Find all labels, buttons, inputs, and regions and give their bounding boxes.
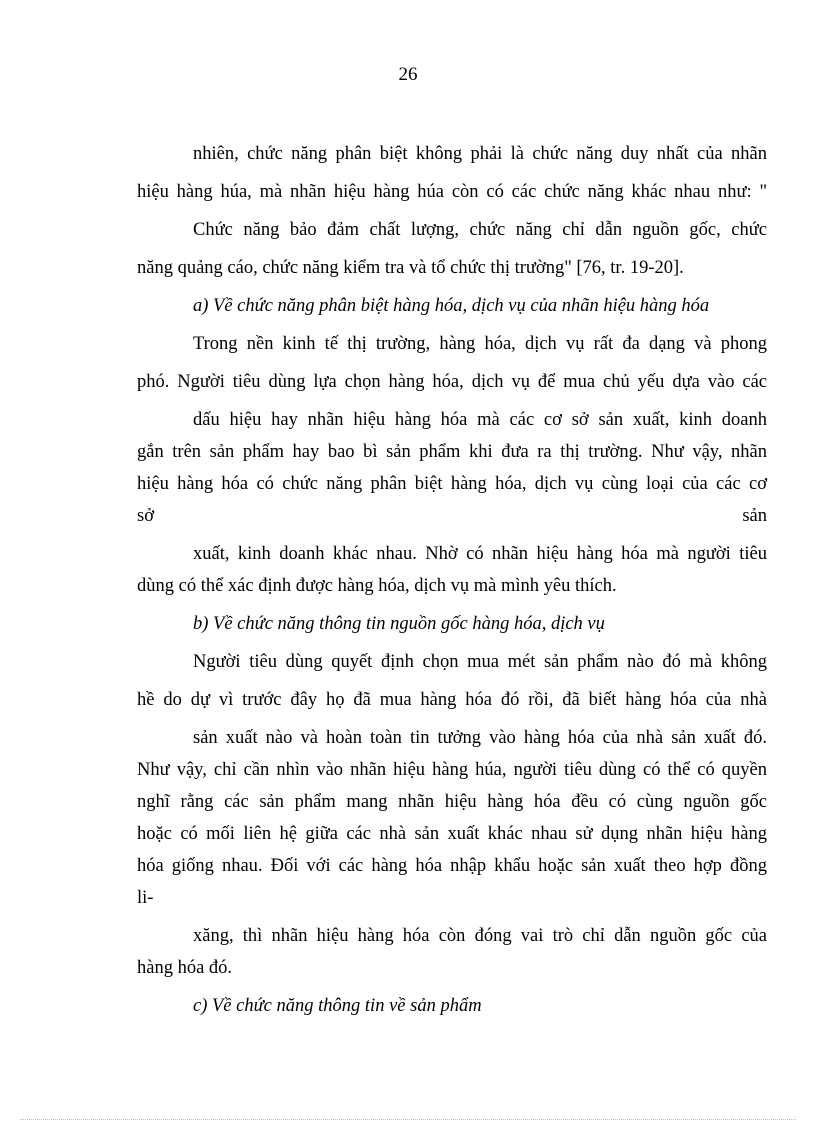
page-body bbox=[137, 140, 767, 1020]
text-line: Chức năng bảo đảm chất lượng, chức năng chỉ dẫn nguồn gốc, chức bbox=[193, 220, 767, 240]
text-line: xăng, thì nhãn hiệu hàng hóa còn đóng vai trò chỉ dẫn nguồn gốc của bbox=[193, 926, 767, 946]
text-line: hiệu hàng hóa có chức năng phân biệt hàng hóa, dịch vụ cùng loại của các cơ bbox=[137, 474, 767, 494]
text-line: Như vậy, chỉ cần nhìn vào nhãn hiệu hàng húa, người tiêu dùng có thể có quyền bbox=[137, 760, 767, 780]
text-line: li- bbox=[137, 888, 154, 908]
text-line: hề do dự vì trước đây họ đã mua hàng hóa đó rồi, đã biết hàng hóa của nhà bbox=[137, 690, 767, 710]
section-heading-a: a) Về chức năng phân biệt hàng hóa, dịch vụ của nhãn hiệu hàng hóa bbox=[193, 296, 710, 316]
text-line: gắn trên sản phẩm hay bao bì sản phẩm khi đưa ra thị trường. Như vậy, nhãn bbox=[137, 442, 767, 462]
text-line: nhiên, chức năng phân biệt không phải là chức năng duy nhất của nhãn bbox=[193, 144, 767, 164]
text-line: dấu hiệu hay nhãn hiệu hàng hóa mà các cơ sở sản xuất, kinh doanh bbox=[193, 410, 767, 430]
text-line: xuất, kinh doanh khác nhau. Nhờ có nhãn hiệu hàng hóa mà người tiêu bbox=[193, 544, 767, 564]
text-line: phó. Người tiêu dùng lựa chọn hàng hóa, dịch vụ để mua chủ yếu dựa vào các bbox=[137, 372, 767, 392]
text-line: Trong nền kinh tế thị trường, hàng hóa, dịch vụ rất đa dạng và phong bbox=[193, 334, 767, 354]
text-fragment: sản bbox=[742, 506, 767, 526]
text-line: năng quảng cáo, chức năng kiểm tra và tổ chức thị trường" [76, tr. 19-20]. bbox=[137, 258, 684, 278]
text-line: nghĩ rằng các sản phẩm mang nhãn hiệu hàng hóa đều có cùng nguồn gốc bbox=[137, 792, 767, 812]
text-line: Người tiêu dùng quyết định chọn mua mét sản phẩm nào đó mà không bbox=[193, 652, 767, 672]
text-line: dùng có thể xác định được hàng hóa, dịch vụ mà mình yêu thích. bbox=[137, 576, 617, 596]
text-line bbox=[137, 502, 767, 530]
page-bottom-rule bbox=[20, 1119, 796, 1120]
text-line: hoặc có mối liên hệ giữa các nhà sản xuất khác nhau sử dụng nhãn hiệu hàng bbox=[137, 824, 767, 844]
text-line: hiệu hàng húa, mà nhãn hiệu hàng húa còn có các chức năng khác nhau như: " bbox=[137, 182, 767, 202]
section-heading-c: c) Về chức năng thông tin về sản phẩm bbox=[193, 996, 482, 1016]
text-line: hàng hóa đó. bbox=[137, 958, 233, 978]
text-line: sản xuất nào và hoàn toàn tin tưởng vào hàng hóa của nhà sản xuất đó. bbox=[193, 728, 767, 748]
page-number: 26 bbox=[398, 64, 418, 85]
text-line: hóa giống nhau. Đối với các hàng hóa nhập khẩu hoặc sản xuất theo hợp đồng bbox=[137, 856, 767, 876]
section-heading-b: b) Về chức năng thông tin nguồn gốc hàng hóa, dịch vụ bbox=[193, 614, 605, 634]
text-fragment: sở bbox=[137, 506, 154, 526]
